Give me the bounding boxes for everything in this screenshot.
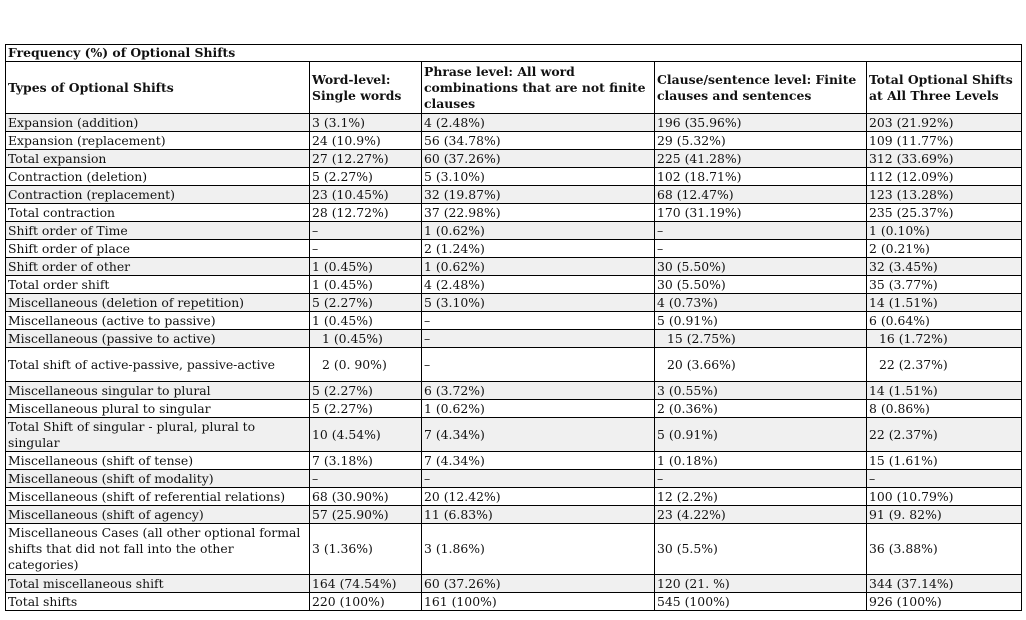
cell-phrase: 161 (100%) (422, 593, 655, 611)
cell-clause: 12 (2.2%) (655, 488, 867, 506)
header-clause-level: Clause/sentence level: Finite clauses and sentences (655, 62, 867, 114)
table-row (6, 204, 1022, 222)
cell-total: 35 (3.77%) (867, 276, 1022, 294)
cell-clause: 2 (0.36%) (655, 400, 867, 418)
table-row (6, 488, 1022, 506)
cell-total: 91 (9. 82%) (867, 506, 1022, 524)
cell-type: Miscellaneous Cases (all other optional formal shifts that did not fall into the other categories) (6, 524, 310, 575)
table-row (6, 294, 1022, 312)
cell-total: 8 (0.86%) (867, 400, 1022, 418)
cell-phrase: 11 (6.83%) (422, 506, 655, 524)
table-row (6, 186, 1022, 204)
table-row (6, 240, 1022, 258)
cell-phrase: – (422, 470, 655, 488)
cell-word: 7 (3.18%) (310, 452, 422, 470)
cell-word: 164 (74.54%) (310, 575, 422, 593)
table-row (6, 348, 1022, 382)
cell-total: 312 (33.69%) (867, 150, 1022, 168)
cell-total: 15 (1.61%) (867, 452, 1022, 470)
cell-type: Total Shift of singular - plural, plural to singular (6, 418, 310, 452)
cell-type: Miscellaneous (shift of tense) (6, 452, 310, 470)
cell-word: 1 (0.45%) (310, 312, 422, 330)
cell-phrase: 4 (2.48%) (422, 114, 655, 132)
cell-type: Total expansion (6, 150, 310, 168)
cell-type: Miscellaneous (deletion of repetition) (6, 294, 310, 312)
cell-phrase: 3 (1.86%) (422, 524, 655, 575)
cell-clause: 4 (0.73%) (655, 294, 867, 312)
cell-phrase: 4 (2.48%) (422, 276, 655, 294)
cell-total: 203 (21.92%) (867, 114, 1022, 132)
cell-clause: 1 (0.18%) (655, 452, 867, 470)
cell-word: – (310, 240, 422, 258)
cell-clause: 30 (5.5%) (655, 524, 867, 575)
table-row (6, 400, 1022, 418)
cell-clause: – (655, 470, 867, 488)
table-row (6, 222, 1022, 240)
table-row (6, 330, 1022, 348)
cell-clause: 225 (41.28%) (655, 150, 867, 168)
table-row (6, 132, 1022, 150)
cell-clause: 20 (3.66%) (655, 348, 867, 382)
table-row (6, 114, 1022, 132)
table-title: Frequency (%) of Optional Shifts (6, 45, 1022, 62)
cell-type: Expansion (addition) (6, 114, 310, 132)
cell-phrase: 5 (3.10%) (422, 168, 655, 186)
header-total: Total Optional Shifts at All Three Levels (867, 62, 1022, 114)
cell-total: 16 (1.72%) (867, 330, 1022, 348)
cell-clause: 5 (0.91%) (655, 312, 867, 330)
cell-phrase: 37 (22.98%) (422, 204, 655, 222)
cell-phrase: 5 (3.10%) (422, 294, 655, 312)
table-row (6, 150, 1022, 168)
cell-total: 6 (0.64%) (867, 312, 1022, 330)
table-row (6, 575, 1022, 593)
cell-type: Shift order of Time (6, 222, 310, 240)
table-row (6, 418, 1022, 452)
cell-type: Miscellaneous (shift of referential relations) (6, 488, 310, 506)
table-row (6, 593, 1022, 611)
cell-word: 68 (30.90%) (310, 488, 422, 506)
cell-type: Miscellaneous (shift of agency) (6, 506, 310, 524)
cell-total: 109 (11.77%) (867, 132, 1022, 150)
cell-total: 14 (1.51%) (867, 382, 1022, 400)
cell-phrase: 2 (1.24%) (422, 240, 655, 258)
cell-clause: 120 (21. %) (655, 575, 867, 593)
header-types: Types of Optional Shifts (6, 62, 310, 114)
cell-clause: 545 (100%) (655, 593, 867, 611)
cell-total: – (867, 470, 1022, 488)
cell-word: 24 (10.9%) (310, 132, 422, 150)
cell-type: Total order shift (6, 276, 310, 294)
cell-total: 14 (1.51%) (867, 294, 1022, 312)
table-row (6, 382, 1022, 400)
cell-phrase: 6 (3.72%) (422, 382, 655, 400)
cell-clause: 29 (5.32%) (655, 132, 867, 150)
cell-phrase: – (422, 348, 655, 382)
cell-word: 27 (12.27%) (310, 150, 422, 168)
cell-type: Shift order of place (6, 240, 310, 258)
cell-type: Miscellaneous singular to plural (6, 382, 310, 400)
cell-clause: 15 (2.75%) (655, 330, 867, 348)
cell-word: 10 (4.54%) (310, 418, 422, 452)
cell-phrase: 7 (4.34%) (422, 452, 655, 470)
cell-word: 5 (2.27%) (310, 382, 422, 400)
cell-word: 3 (3.1%) (310, 114, 422, 132)
cell-total: 344 (37.14%) (867, 575, 1022, 593)
cell-word: 5 (2.27%) (310, 294, 422, 312)
cell-word: 1 (0.45%) (310, 276, 422, 294)
cell-phrase: 1 (0.62%) (422, 400, 655, 418)
cell-total: 2 (0.21%) (867, 240, 1022, 258)
table-row (6, 524, 1022, 575)
cell-type: Miscellaneous (passive to active) (6, 330, 310, 348)
cell-phrase: 1 (0.62%) (422, 258, 655, 276)
table-row (6, 452, 1022, 470)
cell-total: 22 (2.37%) (867, 348, 1022, 382)
cell-clause: 23 (4.22%) (655, 506, 867, 524)
cell-phrase: 60 (37.26%) (422, 150, 655, 168)
cell-type: Miscellaneous (shift of modality) (6, 470, 310, 488)
cell-total: 123 (13.28%) (867, 186, 1022, 204)
header-phrase-level: Phrase level: All word combinations that are not finite clauses (422, 62, 655, 114)
cell-total: 235 (25.37%) (867, 204, 1022, 222)
table-row (6, 276, 1022, 294)
cell-word: 5 (2.27%) (310, 400, 422, 418)
cell-word: 28 (12.72%) (310, 204, 422, 222)
cell-total: 22 (2.37%) (867, 418, 1022, 452)
cell-phrase: – (422, 330, 655, 348)
cell-word: 1 (0.45%) (310, 258, 422, 276)
cell-type: Shift order of other (6, 258, 310, 276)
cell-total: 100 (10.79%) (867, 488, 1022, 506)
cell-word: 2 (0. 90%) (310, 348, 422, 382)
cell-type: Contraction (replacement) (6, 186, 310, 204)
table-row (6, 470, 1022, 488)
cell-word: 5 (2.27%) (310, 168, 422, 186)
cell-clause: 102 (18.71%) (655, 168, 867, 186)
cell-phrase: – (422, 312, 655, 330)
optional-shifts-table (5, 44, 1022, 611)
cell-word: – (310, 470, 422, 488)
cell-type: Miscellaneous (active to passive) (6, 312, 310, 330)
cell-word: 220 (100%) (310, 593, 422, 611)
cell-word: 57 (25.90%) (310, 506, 422, 524)
cell-total: 112 (12.09%) (867, 168, 1022, 186)
cell-clause: 68 (12.47%) (655, 186, 867, 204)
cell-type: Expansion (replacement) (6, 132, 310, 150)
cell-type: Total shift of active-passive, passive-active (6, 348, 310, 382)
cell-phrase: 60 (37.26%) (422, 575, 655, 593)
cell-clause: – (655, 240, 867, 258)
table-row (6, 312, 1022, 330)
cell-word: 3 (1.36%) (310, 524, 422, 575)
table-row (6, 168, 1022, 186)
cell-total: 1 (0.10%) (867, 222, 1022, 240)
cell-type: Contraction (deletion) (6, 168, 310, 186)
cell-clause: 30 (5.50%) (655, 276, 867, 294)
header-word-level: Word-level: Single words (310, 62, 422, 114)
table-row (6, 258, 1022, 276)
cell-clause: 3 (0.55%) (655, 382, 867, 400)
cell-phrase: 56 (34.78%) (422, 132, 655, 150)
cell-clause: 196 (35.96%) (655, 114, 867, 132)
cell-clause: 5 (0.91%) (655, 418, 867, 452)
cell-word: 1 (0.45%) (310, 330, 422, 348)
cell-phrase: 20 (12.42%) (422, 488, 655, 506)
cell-type: Total miscellaneous shift (6, 575, 310, 593)
cell-type: Miscellaneous plural to singular (6, 400, 310, 418)
cell-type: Total shifts (6, 593, 310, 611)
cell-total: 32 (3.45%) (867, 258, 1022, 276)
cell-clause: – (655, 222, 867, 240)
cell-clause: 30 (5.50%) (655, 258, 867, 276)
cell-type: Total contraction (6, 204, 310, 222)
cell-total: 926 (100%) (867, 593, 1022, 611)
cell-word: 23 (10.45%) (310, 186, 422, 204)
cell-clause: 170 (31.19%) (655, 204, 867, 222)
cell-phrase: 32 (19.87%) (422, 186, 655, 204)
table-body (6, 114, 1022, 611)
cell-total: 36 (3.88%) (867, 524, 1022, 575)
cell-phrase: 1 (0.62%) (422, 222, 655, 240)
table-row (6, 506, 1022, 524)
cell-word: – (310, 222, 422, 240)
cell-phrase: 7 (4.34%) (422, 418, 655, 452)
